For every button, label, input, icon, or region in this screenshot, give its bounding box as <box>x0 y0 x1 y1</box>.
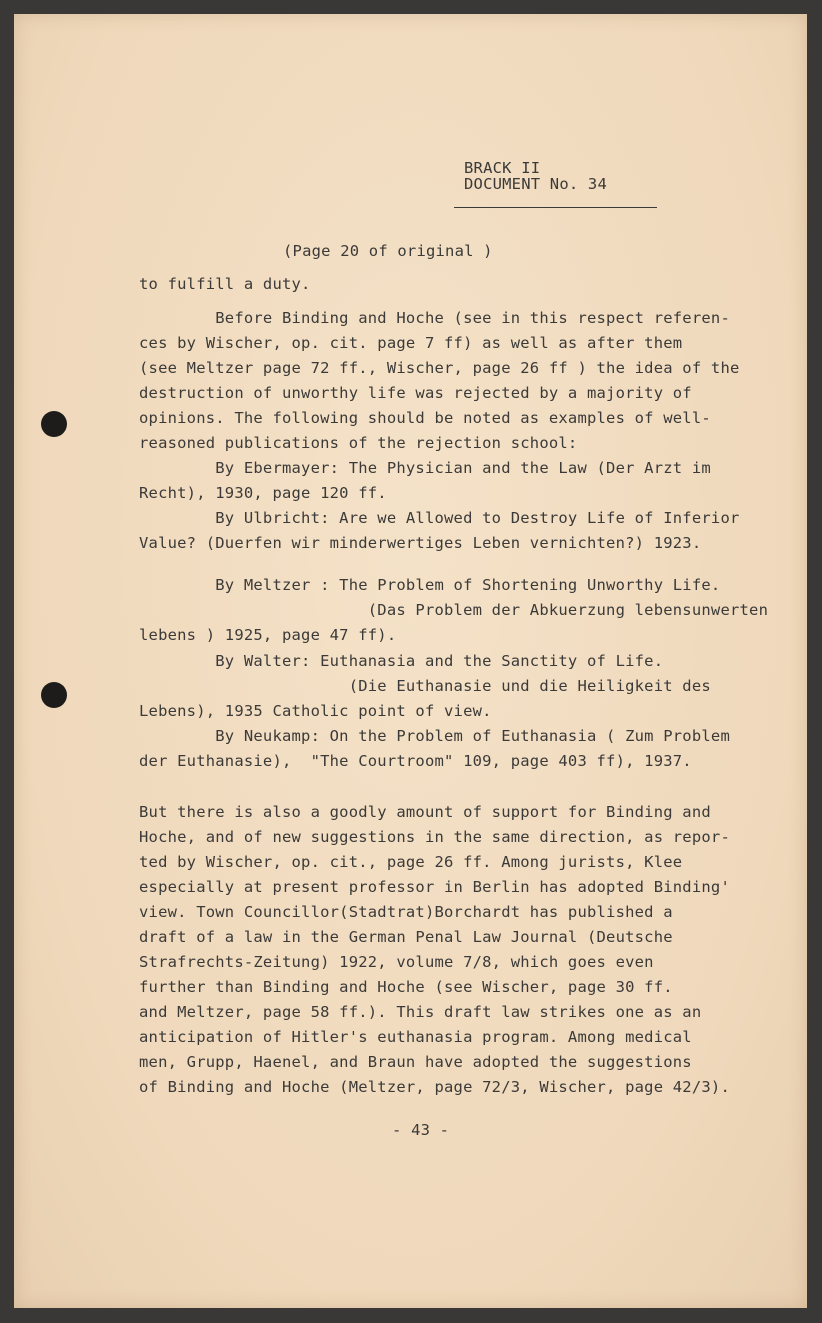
body-line: opinions. The following should be noted as examples of well- <box>139 409 711 427</box>
body-line: especially at present professor in Berlin has adopted Binding' <box>139 878 730 896</box>
body-line: (Die Euthanasie und die Heiligkeit des <box>139 677 711 695</box>
body-line: Strafrechts-Zeitung) 1922, volume 7/8, which goes even <box>139 953 654 971</box>
page-number: - 43 - <box>392 1121 450 1139</box>
body-line: By Ulbricht: Are we Allowed to Destroy Life of Inferior <box>139 509 740 527</box>
body-line: lebens ) 1925, page 47 ff). <box>139 626 397 644</box>
body-line: By Meltzer : The Problem of Shortening Unworthy Life. <box>139 576 721 594</box>
body-line: and Meltzer, page 58 ff.). This draft law strikes one as an <box>139 1003 702 1021</box>
body-line: reasoned publications of the rejection school: <box>139 434 578 452</box>
punch-hole-top <box>41 411 67 437</box>
body-line: But there is also a goodly amount of support for Binding and <box>139 803 711 821</box>
body-line: destruction of unworthy life was rejected by a majority of <box>139 384 692 402</box>
body-line: view. Town Councillor(Stadtrat)Borchardt has published a <box>139 903 673 921</box>
header-line-1: BRACK II <box>464 159 541 177</box>
body-line: (Das Problem der Abkuerzung lebensunwerten <box>139 601 769 619</box>
header-rule <box>454 207 657 208</box>
body-line: By Neukamp: On the Problem of Euthanasia ( Zum Problem <box>139 727 730 745</box>
body-line: Value? (Duerfen wir minderwertiges Leben vernichten?) 1923. <box>139 534 702 552</box>
body-line: Hoche, and of new suggestions in the same direction, as repor- <box>139 828 730 846</box>
page-note: (Page 20 of original ) <box>283 242 493 260</box>
body-line: ted by Wischer, op. cit., page 26 ff. Among jurists, Klee <box>139 853 683 871</box>
body-line: (see Meltzer page 72 ff., Wischer, page 26 ff ) the idea of the <box>139 359 740 377</box>
header-line-2: DOCUMENT No. 34 <box>464 175 607 193</box>
body-line: draft of a law in the German Penal Law Journal (Deutsche <box>139 928 673 946</box>
body-line: further than Binding and Hoche (see Wischer, page 30 ff. <box>139 978 673 996</box>
punch-hole-bottom <box>41 682 67 708</box>
body-line: Recht), 1930, page 120 ff. <box>139 484 387 502</box>
body-line: Lebens), 1935 Catholic point of view. <box>139 702 492 720</box>
body-line: By Walter: Euthanasia and the Sanctity of Life. <box>139 652 664 670</box>
body-line: men, Grupp, Haenel, and Braun have adopted the suggestions <box>139 1053 692 1071</box>
body-line: to fulfill a duty. <box>139 275 311 293</box>
body-line: Before Binding and Hoche (see in this respect referen- <box>139 309 730 327</box>
body-line: der Euthanasie), "The Courtroom" 109, page 403 ff), 1937. <box>139 752 692 770</box>
body-line: of Binding and Hoche (Meltzer, page 72/3, Wischer, page 42/3). <box>139 1078 730 1096</box>
body-line: ces by Wischer, op. cit. page 7 ff) as well as after them <box>139 334 683 352</box>
body-line: anticipation of Hitler's euthanasia program. Among medical <box>139 1028 692 1046</box>
body-line: By Ebermayer: The Physician and the Law (Der Arzt im <box>139 459 711 477</box>
